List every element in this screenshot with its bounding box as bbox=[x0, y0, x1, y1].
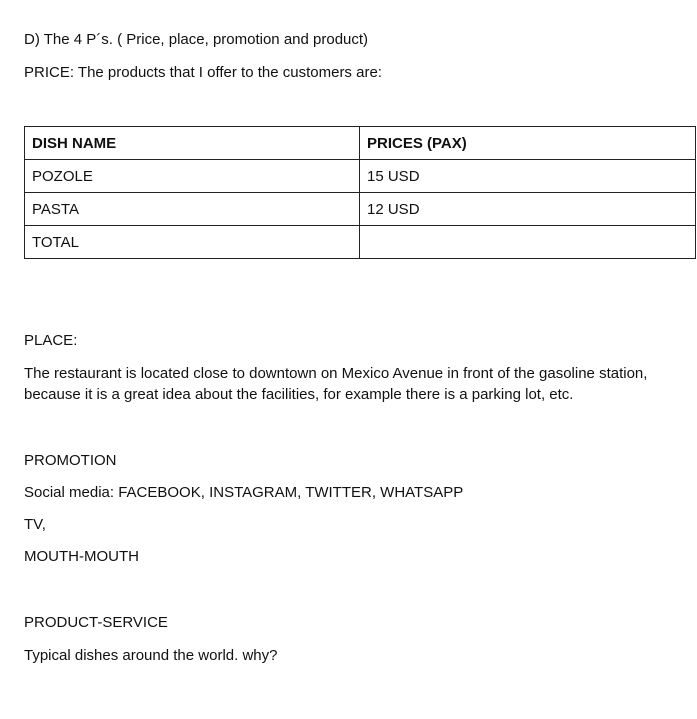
table-row bbox=[25, 160, 696, 193]
promotion-item: Social media: FACEBOOK, INSTAGRAM, TWITTER, WHATSAPP bbox=[24, 484, 464, 501]
product-text: Typical dishes around the world. why? bbox=[24, 647, 278, 664]
place-text: The restaurant is located close to downtown on Mexico Avenue in front of the gasoline station, because it is a great idea about the facilities, for example there is a parking lot, etc. bbox=[24, 365, 648, 403]
table-header-prices: PRICES (PAX) bbox=[360, 127, 696, 160]
table-row bbox=[25, 226, 696, 259]
table-header-row bbox=[25, 127, 696, 160]
product-title: PRODUCT-SERVICE bbox=[24, 614, 168, 631]
table-cell-dish: PASTA bbox=[25, 193, 360, 226]
table-cell-price: 12 USD bbox=[360, 193, 696, 226]
promotion-title: PROMOTION bbox=[24, 452, 117, 469]
table-cell-price: 15 USD bbox=[360, 160, 696, 193]
section-heading: D) The 4 P´s. ( Price, place, promotion and product) bbox=[24, 31, 369, 48]
place-title: PLACE: bbox=[24, 332, 78, 349]
table-cell-price bbox=[360, 226, 696, 259]
promotion-item: TV, bbox=[24, 516, 46, 533]
price-intro: PRICE: The products that I offer to the customers are: bbox=[24, 64, 382, 81]
table-cell-dish: POZOLE bbox=[25, 160, 360, 193]
promotion-item: MOUTH-MOUTH bbox=[24, 548, 139, 565]
table-cell-dish: TOTAL bbox=[25, 226, 360, 259]
price-table bbox=[24, 126, 696, 259]
table-header-dish-name: DISH NAME bbox=[25, 127, 360, 160]
table-row bbox=[25, 193, 696, 226]
